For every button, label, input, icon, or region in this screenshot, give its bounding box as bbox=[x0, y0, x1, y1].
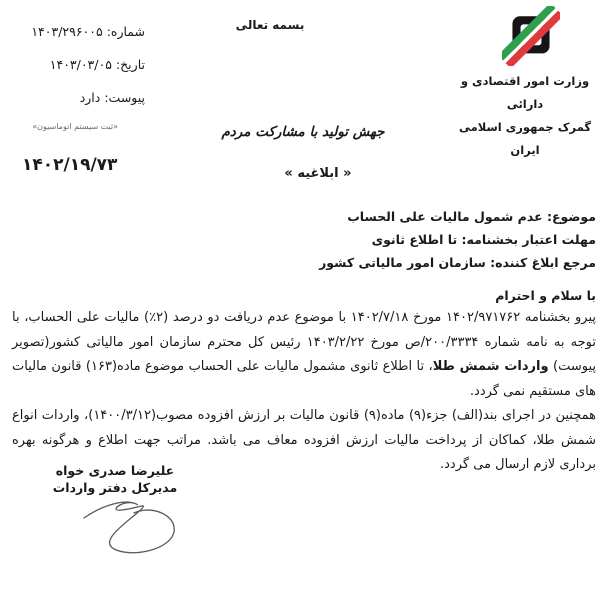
signatory-title: مدیرکل دفتر واردات bbox=[52, 480, 178, 495]
org-title-block bbox=[450, 70, 600, 162]
body-paragraph-1 bbox=[12, 306, 596, 404]
automation-registration-note: «ثبت سیستم اتوماسیون» bbox=[32, 122, 118, 131]
validity-line: مهلت اعتبار بخشنامه: تا اطلاع ثانوی bbox=[371, 232, 596, 247]
ministry-title: وزارت امور اقتصادی و دارائی bbox=[460, 74, 590, 111]
signature-block bbox=[40, 462, 190, 496]
bismillah-heading: بسمه تعالی bbox=[235, 18, 305, 32]
subject-line: موضوع: عدم شمول مالیات علی الحساب bbox=[347, 209, 596, 224]
signatory-name: علیرضا صدری خواه bbox=[55, 463, 175, 478]
letter-attachment-row bbox=[80, 90, 145, 105]
notice-ref-number: ۱۴۰۲/۱۹/۷۳ bbox=[22, 155, 118, 175]
body-paragraph-2: همچنین در اجرای بند(الف) جزء(۹) ماده(۹) قانون مالیات بر ارزش افزوده مصوب(۱۴۰۰/۳/۱۲)، واردات انواع شمش طلا، کماکان از پرداخت مالیات ارزش افزوده معاف می باشد. مراتب جهت اطلاع و هرگونه بهره برداری لازم ارسال می گردد. bbox=[12, 408, 596, 472]
salutation: با سلام و احترام bbox=[495, 288, 596, 303]
body-p1-text-b: ، تا اطلاع ثانوی مشمول مالیات علی الحساب موضوع ماده(۱۶۳) قانون مالیات های مستقیم نمی گردد. bbox=[12, 359, 596, 399]
letter-body bbox=[12, 306, 596, 478]
letter-attachment-label: پیوست: bbox=[104, 90, 145, 105]
notice-title: « ابلاغیه » bbox=[284, 166, 352, 181]
handwritten-signature bbox=[78, 492, 190, 564]
letter-date-label: تاریخ: bbox=[115, 57, 145, 72]
issuing-authority-line: مرجع ابلاغ کننده: سازمان امور مالیاتی کشور bbox=[319, 255, 596, 270]
letter-number-label: شماره: bbox=[106, 24, 145, 39]
subject-block bbox=[319, 205, 596, 274]
customs-logo-icon bbox=[502, 6, 560, 66]
body-p1-bold-phrase: واردات شمش طلا bbox=[432, 359, 549, 374]
body-p1-text-a: پیرو بخشنامه ۱۴۰۲/۹۷۱۷۶۲ مورخ ۱۴۰۲/۷/۱۸ با موضوع عدم دریافت دو درصد (۲٪) مالیات علی الحساب، با توجه به نامه شماره ۲۰۰/۳۳۳۴/ص مورخ ۱۴۰۳/۲/۲۲ رئیس کل محترم سازمان امور مالیاتی کشور(تصویر پیوست) bbox=[12, 310, 597, 374]
letter-date-row bbox=[50, 57, 145, 72]
year-slogan: جهش تولید با مشارکت مردم bbox=[221, 124, 385, 140]
letter-date-value: ۱۴۰۳/۰۳/۰۵ bbox=[49, 57, 112, 72]
letter-number-value: ۱۴۰۳/۲۹۶۰۰۵ bbox=[31, 24, 103, 39]
letter-attachment-value: دارد bbox=[79, 90, 101, 105]
customs-title: گمرک جمهوری اسلامی ایران bbox=[458, 120, 592, 157]
